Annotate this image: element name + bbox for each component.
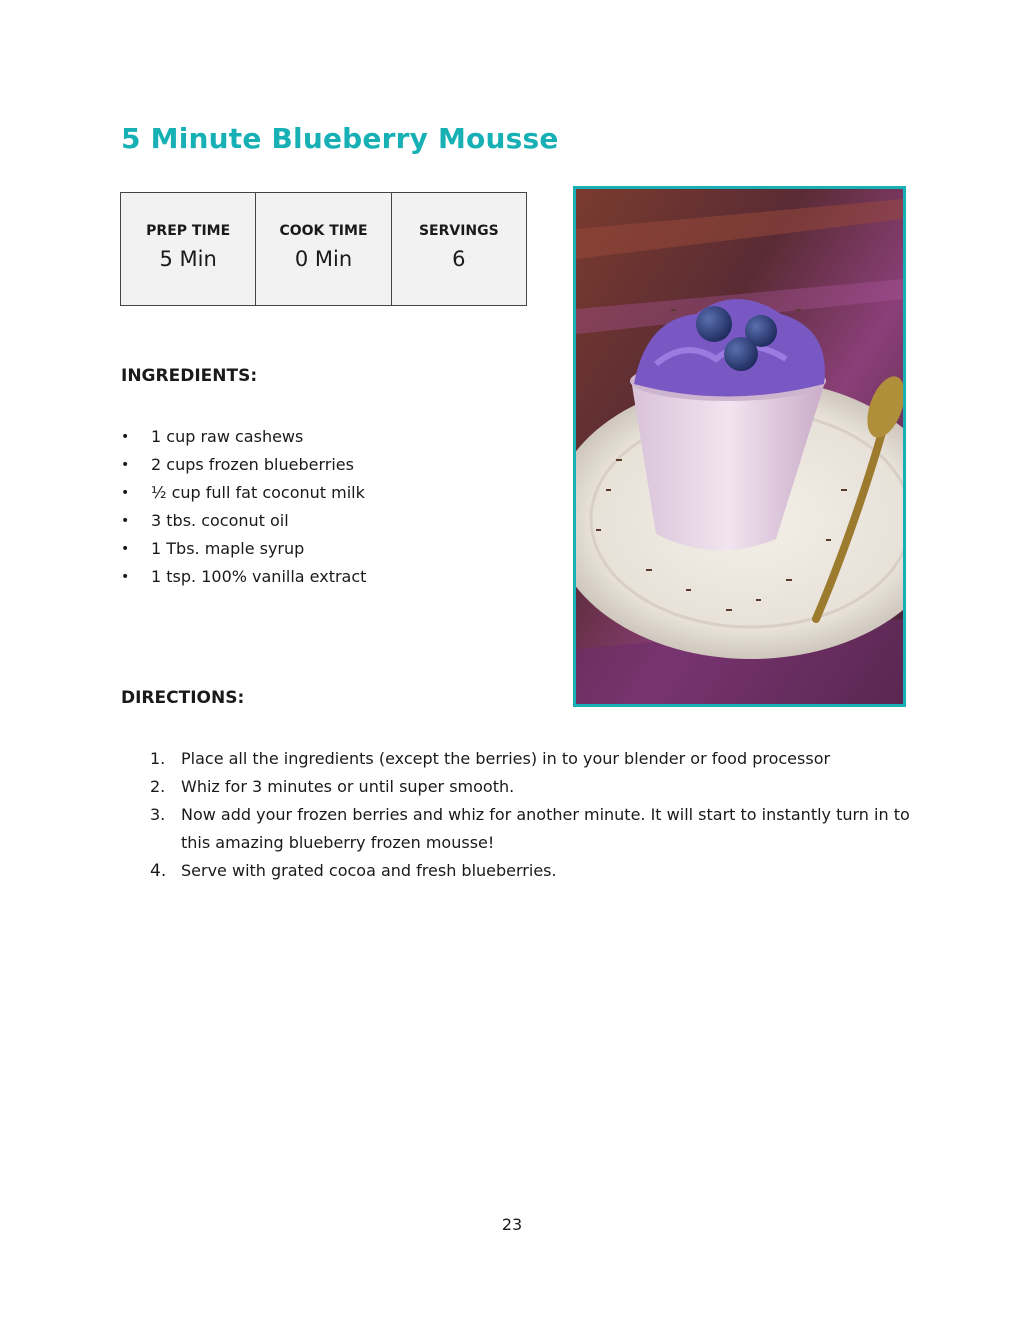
blueberry-mousse-photo [573,186,906,707]
cook-time-label: COOK TIME [279,223,368,239]
bullet-icon: • [121,485,130,501]
cook-time-cell [256,193,391,305]
bullet-icon: • [121,429,130,445]
directions-heading: DIRECTIONS: [121,688,245,708]
mousse-illustration [576,189,903,704]
bullet-icon: • [121,541,130,557]
list-item [121,451,366,479]
step-number: 4. [150,861,167,881]
list-item [121,507,366,535]
step-text: Place all the ingredients (except the berries) in to your blender or food processor [181,749,831,768]
list-item [150,801,910,857]
servings-cell [392,193,526,305]
ingredient-text: 3 tbs. coconut oil [151,511,289,530]
ingredient-text: ½ cup full fat coconut milk [151,483,365,502]
cook-time-value: 0 Min [294,247,353,271]
bullet-icon: • [121,513,130,529]
step-text: Whiz for 3 minutes or until super smooth. [181,777,515,796]
list-item [150,745,910,773]
ingredient-text: 1 Tbs. maple syrup [151,539,305,558]
page-number: 23 [501,1215,523,1234]
prep-time-cell [121,193,256,305]
recipe-title: 5 Minute Blueberry Mousse [121,122,559,155]
prep-time-value: 5 Min [159,247,217,271]
directions-list [150,745,910,885]
bullet-icon: • [121,457,130,473]
list-item [121,423,366,451]
list-item [150,773,910,801]
step-text: Now add your frozen berries and whiz for another minute. It will start to instantly turn in to this amazing blueberry frozen mousse! [181,805,910,852]
ingredients-heading: INGREDIENTS: [121,366,258,386]
list-item [150,857,910,885]
step-number: 2. [150,777,166,796]
ingredients-list [121,423,366,591]
recipe-info-table [120,192,527,306]
ingredient-text: 1 tsp. 100% vanilla extract [151,567,367,586]
list-item [121,535,366,563]
step-number: 1. [150,749,166,768]
ingredient-text: 2 cups frozen blueberries [151,455,354,474]
bullet-icon: • [121,569,130,585]
list-item [121,479,366,507]
prep-time-label: PREP TIME [146,223,231,239]
servings-value: 6 [452,247,466,271]
step-number: 3. [150,805,166,824]
step-text: Serve with grated cocoa and fresh blueberries. [181,861,557,880]
ingredient-text: 1 cup raw cashews [151,427,304,446]
list-item [121,563,366,591]
servings-label: SERVINGS [418,223,499,239]
